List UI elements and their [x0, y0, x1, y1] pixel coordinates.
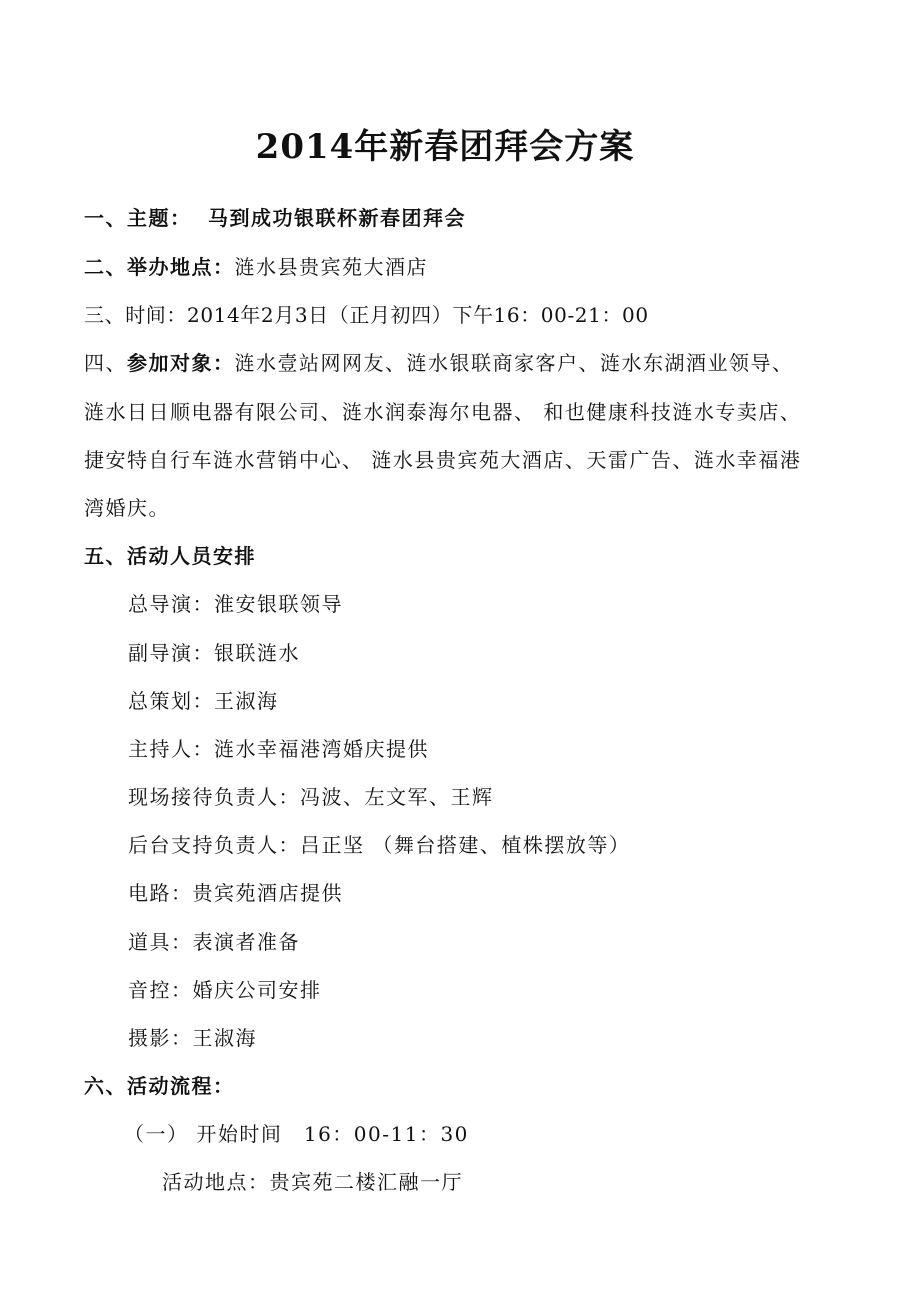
staff-item: 音控：婚庆公司安排 — [128, 978, 322, 1002]
participants-line-2: 涟水日日顺电器有限公司、涟水润泰海尔电器、 和也健康科技涟水专卖店、 — [84, 400, 802, 424]
staff-item: 副导演：银联涟水 — [128, 641, 300, 665]
process-step-1: （一） 开始时间 16：00-11：30 — [124, 1122, 469, 1146]
venue-value: 涟水县贵宾苑大酒店 — [234, 255, 428, 279]
participants-line-1: 涟水壹站网网友、涟水银联商家客户、涟水东湖酒业领导、 — [234, 351, 794, 375]
section-theme — [84, 203, 466, 233]
venue-label: 二、举办地点： — [84, 255, 235, 279]
staff-item: 后台支持负责人：吕正坚 （舞台搭建、植株摆放等） — [128, 833, 631, 857]
participants-prefix: 四、 — [84, 351, 127, 375]
staff-item: 摄影：王淑海 — [128, 1026, 257, 1050]
staff-item: 总导演：淮安银联领导 — [128, 592, 343, 616]
staff-heading: 五、活动人员安排 — [84, 544, 256, 568]
section-time: 三、时间：2014年2月3日（正月初四）下午16：00-21：00 — [84, 303, 649, 327]
theme-label: 一、主题： — [84, 206, 192, 230]
participants-line-3: 捷安特自行车涟水营销中心、 涟水县贵宾苑大酒店、天雷广告、涟水幸福港 — [84, 448, 802, 472]
participants-line-4: 湾婚庆。 — [84, 496, 170, 520]
staff-item: 主持人：涟水幸福港湾婚庆提供 — [128, 737, 429, 761]
document-title: 2014年新春团拜会方案 — [255, 127, 635, 167]
section-venue — [84, 252, 428, 282]
participants-label: 参加对象： — [127, 351, 235, 375]
staff-item: 电路：贵宾苑酒店提供 — [128, 881, 343, 905]
staff-item: 现场接待负责人：冯波、左文军、王辉 — [128, 785, 494, 809]
process-heading: 六、活动流程： — [84, 1074, 235, 1098]
staff-item: 道具：表演者准备 — [128, 930, 300, 954]
theme-value: 马到成功银联杯新春团拜会 — [207, 206, 466, 230]
section-participants — [84, 348, 794, 378]
process-step-1-location: 活动地点：贵宾苑二楼汇融一厅 — [162, 1170, 463, 1194]
staff-item: 总策划：王淑海 — [128, 689, 279, 713]
